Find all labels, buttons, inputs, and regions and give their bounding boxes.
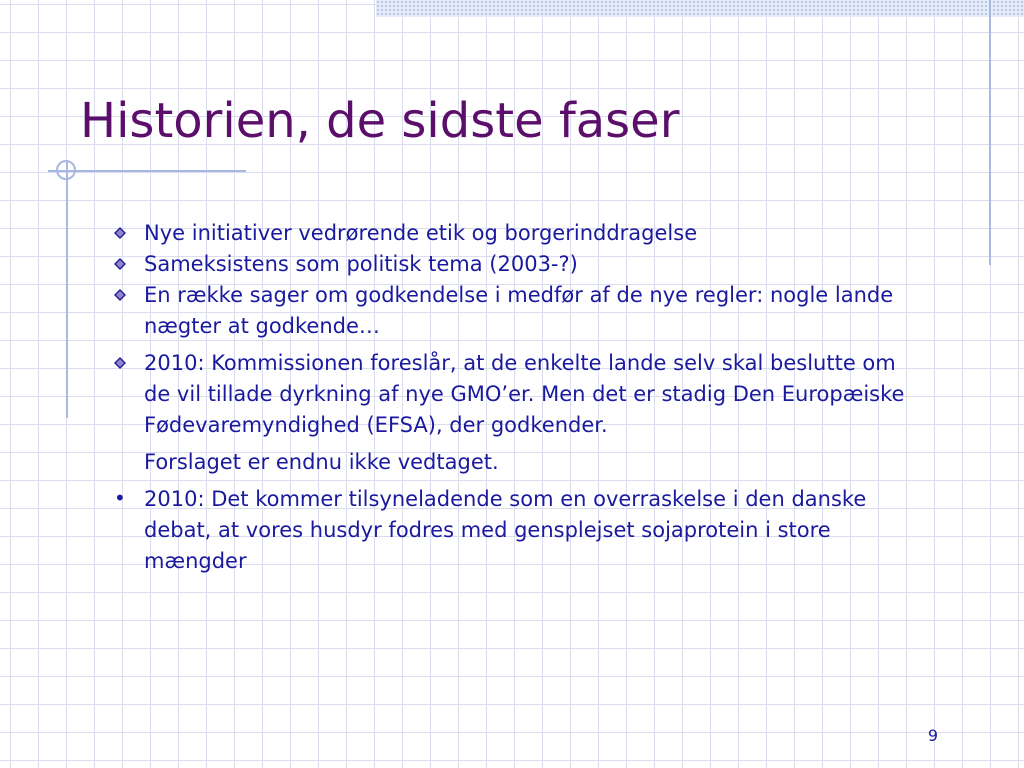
bullet-text: En række sager om godkendelse i medfør af de nye regler: nogle lande nægter at godkende…	[144, 283, 894, 338]
dot-icon: •	[114, 486, 126, 510]
bullet-text: Sameksistens som politisk tema (2003-?)	[144, 252, 578, 276]
bullet-list	[100, 218, 920, 577]
page-number: 9	[927, 726, 938, 745]
diamond-icon	[114, 258, 126, 270]
diamond-icon	[114, 289, 126, 301]
decorative-vertical-line-left	[66, 160, 68, 418]
decorative-vertical-line-right	[989, 0, 991, 265]
diamond-icon	[114, 357, 126, 369]
bullet-item	[100, 348, 920, 441]
bullet-text: Forslaget er endnu ikke vedtaget.	[144, 450, 499, 474]
crosshair-icon	[56, 160, 76, 180]
bullet-continuation	[100, 447, 920, 478]
bullet-item	[100, 249, 920, 280]
bullet-text: Nye initiativer vedrørende etik og borgerinddragelse	[144, 221, 698, 245]
slide-title: Historien, de sidste faser	[80, 93, 680, 149]
diamond-icon	[114, 227, 126, 239]
bullet-item	[100, 218, 920, 249]
decorative-title-underline	[48, 170, 246, 172]
decorative-top-band	[376, 0, 1024, 17]
bullet-text: 2010: Kommissionen foreslår, at de enkelte lande selv skal beslutte om de vil tillade dyrkning af nye GMO’er. Men det er stadig Den Europæiske Fødevaremyndighed (EFSA), der godkender.	[144, 351, 905, 437]
bullet-text: 2010: Det kommer tilsyneladende som en overraskelse i den danske debat, at vores husdyr fodres med gensplejset sojaprotein i store mængder	[144, 487, 867, 573]
bullet-item	[100, 280, 920, 342]
bullet-item	[100, 484, 920, 577]
